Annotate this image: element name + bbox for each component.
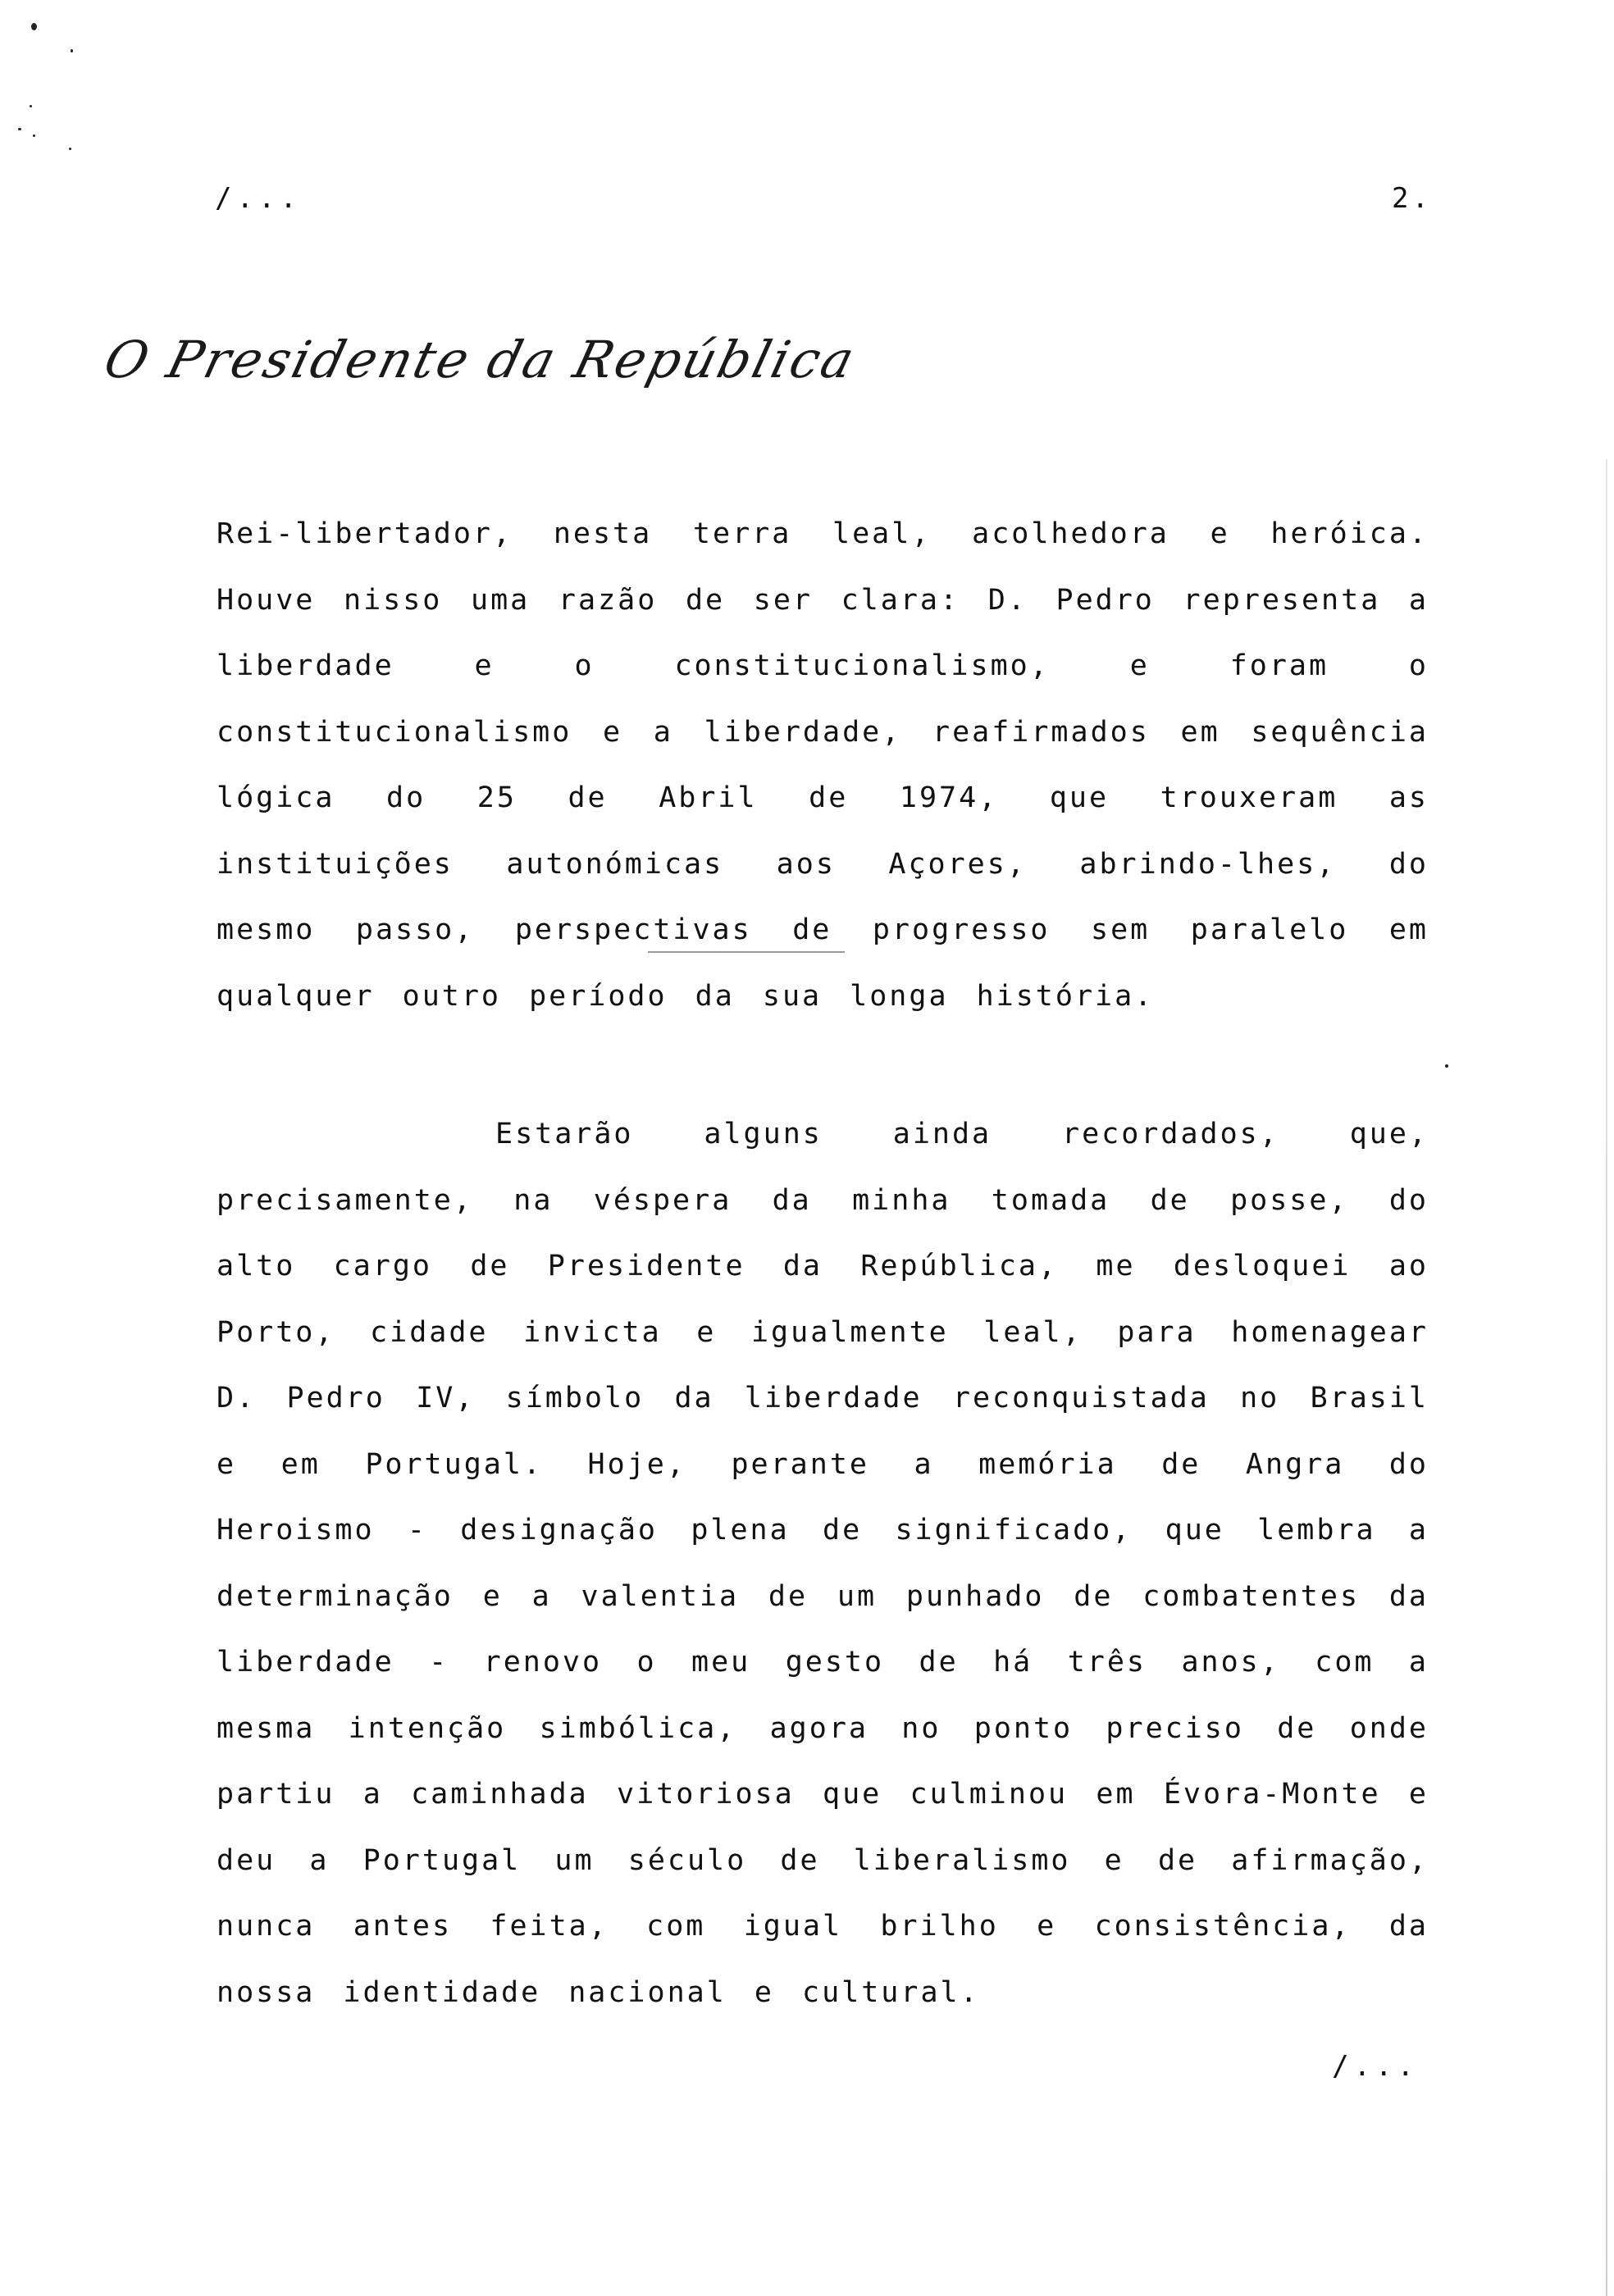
scan-edge-line [1606,459,1607,2296]
scan-speck [33,134,35,137]
scan-speck [18,128,21,130]
scan-speck [30,105,32,107]
scan-speck [1445,1064,1448,1068]
letterhead-title: O Presidente da República [98,330,863,390]
scan-speck [71,49,73,52]
underline-mark [648,951,845,953]
header-continuation-mark: /... [215,182,302,215]
body-paragraph: Estarão alguns ainda recordados, que, precisamente, na véspera da minha tomada de posse, do alto cargo de Presidente da República, me desloquei ao Porto, cidade invicta e igualmente leal, para homenagear D. Pedro IV, símbolo da liberdade reconquistada no Brasil e em Portugal. Hoje, perante a memória de Angra do Heroismo - designação plena de significado, que lembra a determinação e a valentia de um punhado de combatentes da liberdade - renovo o meu gesto de há três anos, com a mesma intenção simbólica, agora no ponto preciso de onde partiu a caminhada vitoriosa que culminou em Évora-Monte e deu a Portugal um século de liberalismo e de afirmação, nunca antes feita, com igual brilho e consistência, da nossa identidade nacional e cultural. [217,1118,1429,2009]
scan-speck [69,148,71,150]
body-paragraph: Rei-libertador, nesta terra leal, acolhedora e heróica. Houve nisso uma razão de ser clara: D. Pedro representa a liberdade e o constitucionalismo, e foram o constitucionalismo e a liberdade, reafirmados em sequência lógica do 25 de Abril de 1974, que trouxeram as instituições autonómicas aos Açores, abrindo-lhes, do mesmo passo, perspectivas de progresso sem paralelo em qualquer outro período da sua longa história. [217,517,1429,1013]
page-number: 2. [1392,182,1432,215]
footer-continuation-mark: /... [1332,2050,1419,2083]
scan-speck [31,23,37,30]
